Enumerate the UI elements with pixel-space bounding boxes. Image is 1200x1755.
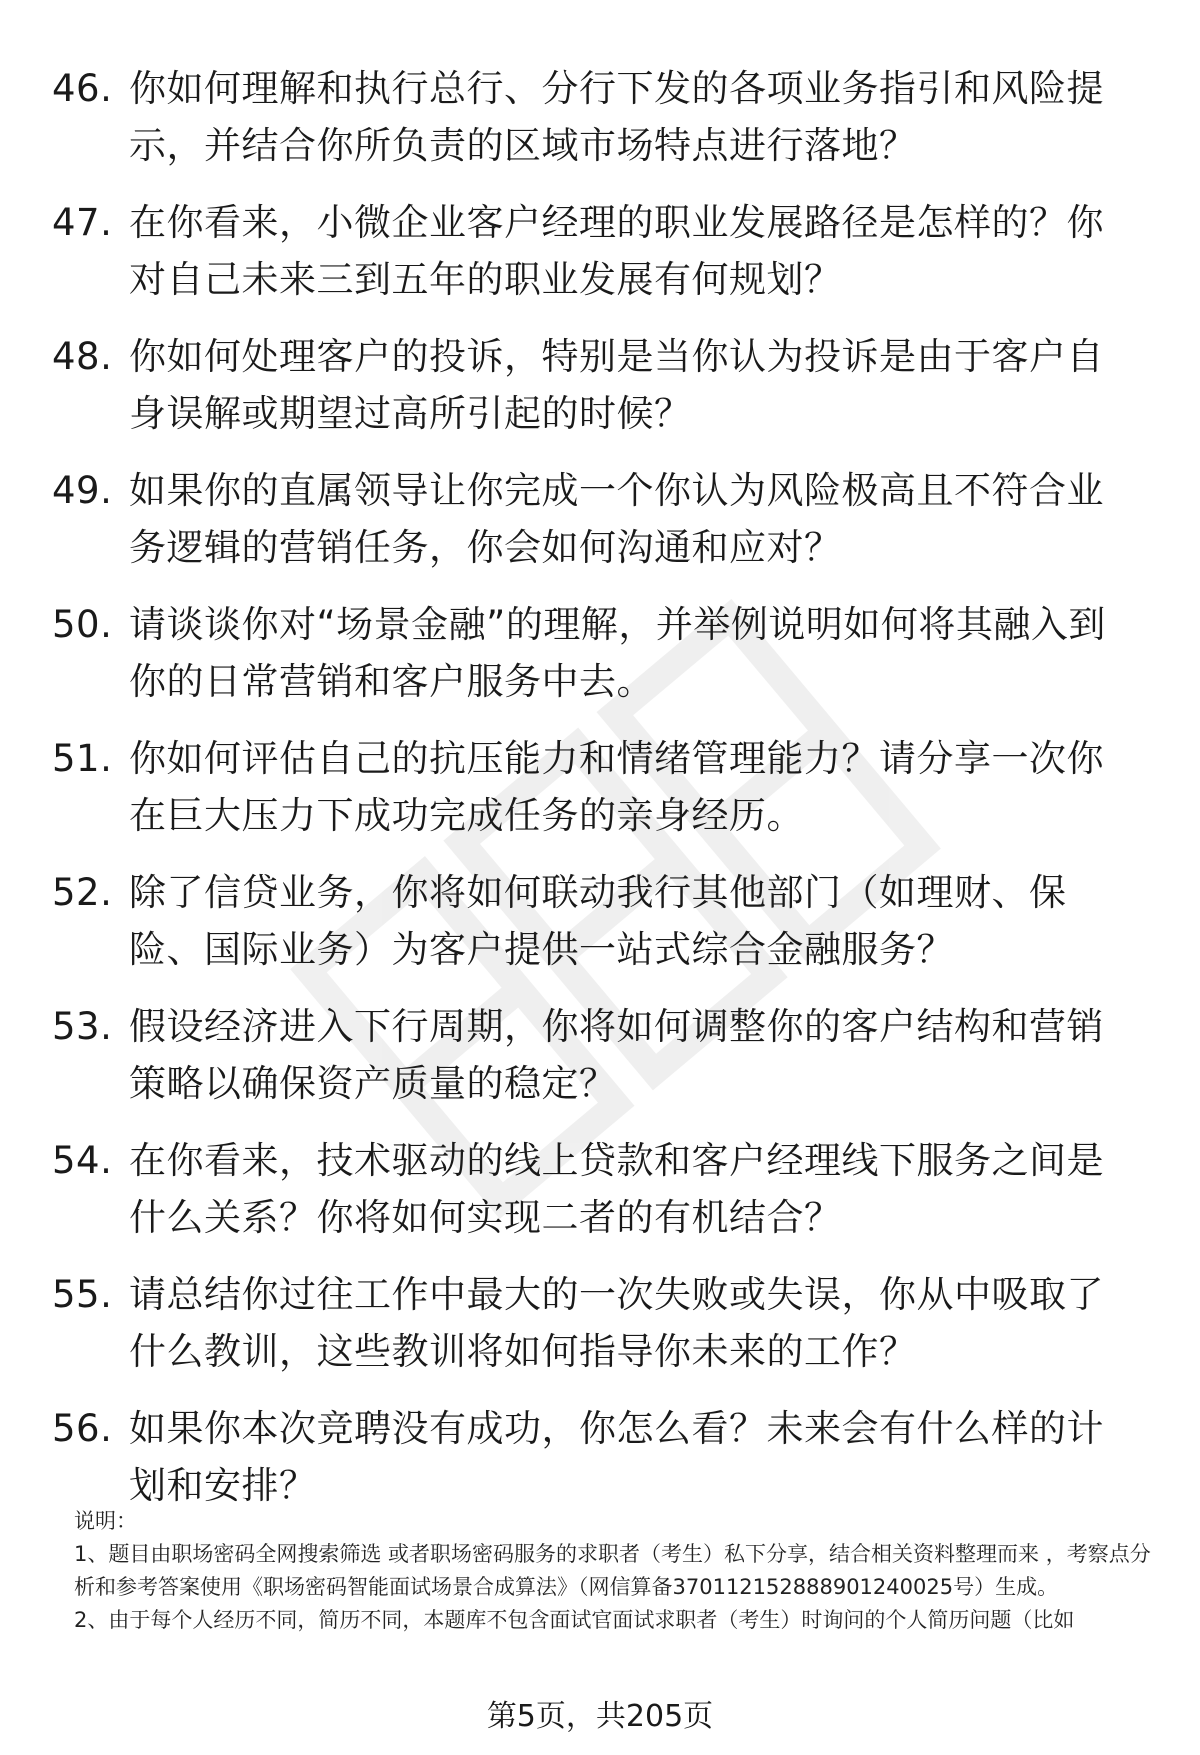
notes-item: 2、由于每个人经历不同，简历不同，本题库不包含面试官面试求职者（考生）时询问的个人简历问题（比如 — [74, 1608, 1075, 1632]
question-number: 47. — [52, 201, 113, 244]
question-text: 如果你的直属领导让你完成一个你认为风险极高且不符合业务逻辑的营销任务，你会如何沟通和应对？ — [129, 469, 1104, 569]
page-number: 第5页，共205页 — [486, 1699, 714, 1734]
question-number: 51. — [52, 737, 113, 780]
question-text: 如果你本次竞聘没有成功，你怎么看？未来会有什么样的计划和安排？ — [129, 1407, 1104, 1507]
question-text: 在你看来，小微企业客户经理的职业发展路径是怎样的？你对自己未来三到五年的职业发展有何规划？ — [129, 201, 1104, 301]
notes-item: 1、题目由职场密码全网搜索筛选 或者职场密码服务的求职者（考生）私下分享，结合相关资料整理而来 ，考察点分析和参考答案使用《职场密码智能面试场景合成算法》（网信算备370112152888901240025号）生成。 — [74, 1542, 1151, 1599]
question-item — [52, 730, 1152, 844]
question-list — [52, 60, 1152, 1534]
question-number: 49. — [52, 469, 113, 512]
question-text: 在你看来，技术驱动的线上贷款和客户经理线下服务之间是什么关系？你将如何实现二者的有机结合？ — [129, 1139, 1104, 1239]
question-item — [52, 1132, 1152, 1246]
question-number: 48. — [52, 335, 113, 378]
notes-heading: 说明： — [74, 1509, 137, 1533]
question-item — [52, 1400, 1152, 1514]
question-item — [52, 1266, 1152, 1380]
question-text: 你如何理解和执行总行、分行下发的各项业务指引和风险提示，并结合你所负责的区域市场特点进行落地？ — [129, 67, 1104, 167]
question-number: 50. — [52, 603, 113, 646]
question-text: 你如何处理客户的投诉，特别是当你认为投诉是由于客户自身误解或期望过高所引起的时候？ — [129, 335, 1104, 435]
question-text: 除了信贷业务，你将如何联动我行其他部门（如理财、保险、国际业务）为客户提供一站式综合金融服务？ — [129, 871, 1067, 971]
question-text: 你如何评估自己的抗压能力和情绪管理能力？请分享一次你在巨大压力下成功完成任务的亲身经历。 — [129, 737, 1104, 837]
question-item — [52, 596, 1152, 710]
question-number: 56. — [52, 1407, 113, 1450]
question-text: 请谈谈你对“场景金融”的理解，并举例说明如何将其融入到你的日常营销和客户服务中去。 — [129, 603, 1106, 703]
question-item — [52, 998, 1152, 1112]
notes-section — [74, 1505, 1164, 1637]
question-item — [52, 462, 1152, 576]
question-item — [52, 328, 1152, 442]
question-number: 55. — [52, 1273, 113, 1316]
question-number: 53. — [52, 1005, 113, 1048]
question-number: 46. — [52, 67, 113, 110]
question-item — [52, 60, 1152, 174]
question-item — [52, 864, 1152, 978]
question-text: 请总结你过往工作中最大的一次失败或失误，你从中吸取了什么教训，这些教训将如何指导你未来的工作？ — [129, 1273, 1104, 1373]
question-item — [52, 194, 1152, 308]
question-text: 假设经济进入下行周期，你将如何调整你的客户结构和营销策略以确保资产质量的稳定？ — [129, 1005, 1104, 1105]
question-number: 54. — [52, 1139, 113, 1182]
question-number: 52. — [52, 871, 113, 914]
